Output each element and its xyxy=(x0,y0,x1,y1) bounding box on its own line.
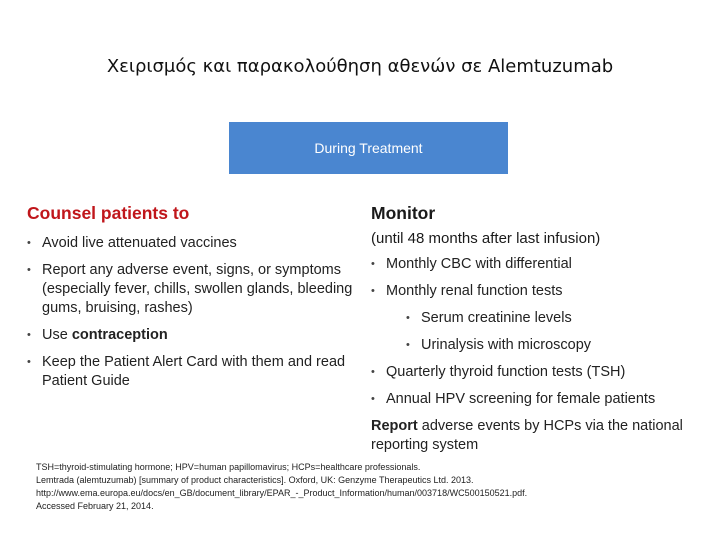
monitor-subheading: (until 48 months after last infusion) xyxy=(371,230,601,247)
footnote-url: http://www.ema.europa.eu/docs/en_GB/document_library/EPAR_-_Product_Information/human/003718/WC500150521.pdf. xyxy=(36,488,528,498)
footnotes xyxy=(36,461,696,513)
slide-title: Χειρισμός και παρακολούθηση αθενών σε Alemtuzumab xyxy=(106,56,614,77)
monitor-item-hpv: • Annual HPV screening for female patients xyxy=(371,390,701,409)
during-treatment-banner xyxy=(229,122,508,174)
banner-label: During Treatment xyxy=(314,140,423,156)
counsel-column xyxy=(27,203,357,399)
footnote-accessed: Accessed February 21, 2014. xyxy=(36,501,154,511)
monitor-subitem-urinalysis: • Urinalysis with microscopy xyxy=(406,336,701,355)
contraception-prefix: Use xyxy=(42,327,72,343)
monitor-heading: Monitor xyxy=(371,203,436,223)
monitor-list xyxy=(371,255,701,409)
monitor-item-cbc: • Monthly CBC with differential xyxy=(371,255,701,274)
counsel-item-alert-card: • Keep the Patient Alert Card with them and read Patient Guide xyxy=(27,353,357,391)
report-rest: adverse events by HCPs via the national reporting system xyxy=(371,418,683,453)
counsel-item-contraception xyxy=(27,326,357,345)
monitor-item-thyroid: • Quarterly thyroid function tests (TSH) xyxy=(371,363,701,382)
counsel-item-vaccines: • Avoid live attenuated vaccines xyxy=(27,234,357,253)
counsel-list xyxy=(27,234,357,391)
report-bold: Report xyxy=(371,418,418,434)
report-statement xyxy=(371,417,701,455)
monitor-subitem-creatinine: • Serum creatinine levels xyxy=(406,309,701,328)
counsel-item-report: • Report any adverse event, signs, or symptoms (especially fever, chills, swollen glands, bleeding gums, bruising, rashes) xyxy=(27,261,357,318)
counsel-heading: Counsel patients to xyxy=(27,203,190,223)
contraception-bold: contraception xyxy=(71,327,168,343)
footnote-abbreviations: TSH=thyroid-stimulating hormone; HPV=human papillomavirus; HCPs=healthcare professionals. xyxy=(36,462,421,472)
monitor-item-renal: • Monthly renal function tests xyxy=(371,282,701,301)
footnote-reference: Lemtrada (alemtuzumab) [summary of product characteristics]. Oxford, UK: Genzyme Therapeutics Ltd. 2013. xyxy=(36,475,474,485)
monitor-column xyxy=(371,203,701,455)
